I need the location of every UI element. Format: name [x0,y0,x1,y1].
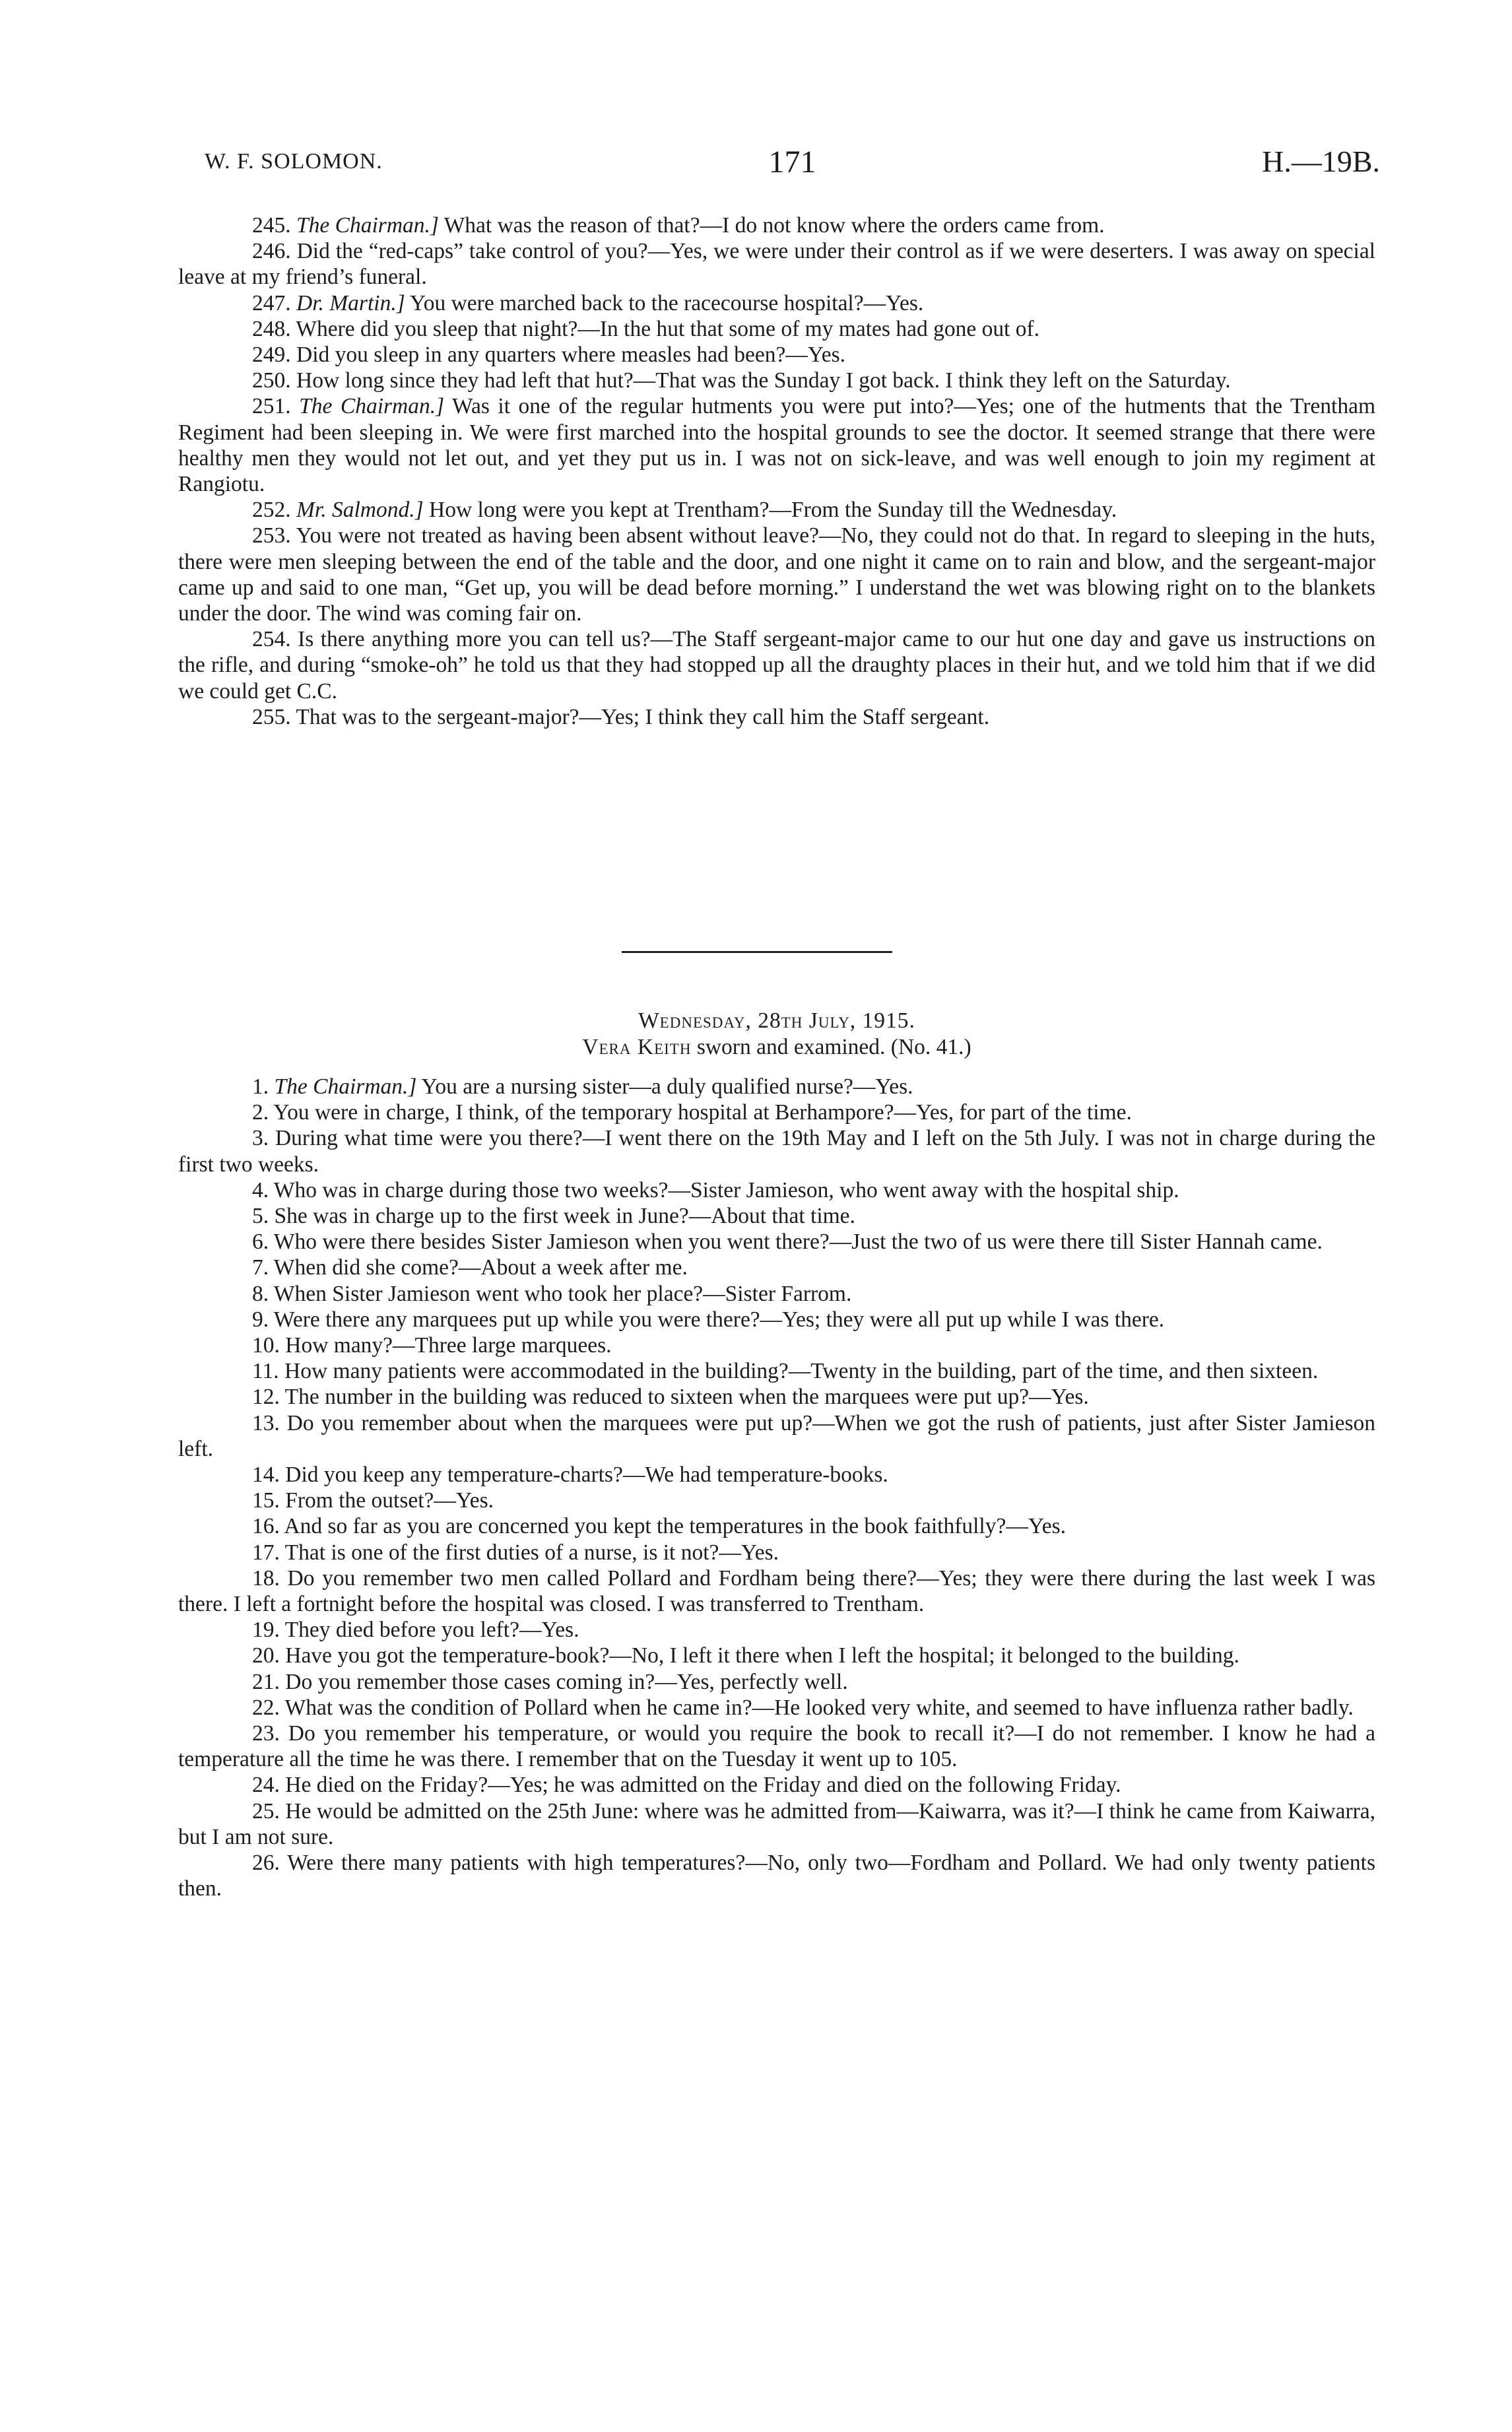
question-paragraph [178,1074,1375,1100]
question-number: 252. [252,498,291,523]
question-number: 21. [252,1669,280,1694]
question-number: 10. [252,1333,280,1358]
question-text: Was it one of the regular hutments you were put into?—Yes; one of the hutments that the Trentham Regiment had been sleeping in. We were first marched into the hospital grounds to see the doctor. It seemed strange that there were healthy men they would not let out, and yet they put us in. I was not on sick-leave, and was well enough to join my regiment at Rangiotu. [178,394,1376,497]
question-number: 15. [252,1488,280,1513]
question-paragraph [178,393,1375,497]
question-text: During what time were you there?—I went there on the 19th May and I left on the 5th July. I was not in charge during the first two weeks. [178,1126,1375,1177]
paper-reference: H.—19B. [1262,145,1380,178]
question-number: 248. [252,316,291,341]
question-number: 245. [252,213,291,238]
question-text: Do you remember two men called Pollard and Fordham being there?—Yes; they were there during the last week I was there. I left a fortnight before the hospital was closed. I was transferred to Trentham. [178,1565,1375,1617]
question-paragraph [178,1255,1375,1280]
question-text: How long were you kept at Trentham?—From the Sunday till the Wednesday. [423,498,1117,523]
question-paragraph [178,704,1375,730]
question-number: 17. [252,1540,280,1565]
question-number: 2. [252,1100,269,1125]
question-number: 251. [252,394,291,419]
question-paragraph [178,290,1375,316]
question-paragraph [178,1798,1375,1850]
question-text: Were there any marquees put up while you were there?—Yes; they were all put up while I was there. [273,1307,1165,1332]
question-paragraph [178,1307,1375,1332]
question-paragraph [178,342,1375,368]
question-paragraph [178,1540,1375,1565]
question-text: They died before you left?—Yes. [284,1618,579,1643]
question-number: 16. [252,1514,280,1539]
question-text: She was in charge up to the first week in June?—About that time. [274,1204,855,1229]
question-number: 3. [252,1126,269,1151]
question-text: Did you sleep in any quarters where measles had been?—Yes. [296,343,846,368]
question-number: 8. [252,1281,269,1306]
question-text: How many?—Three large marquees. [285,1333,612,1358]
question-text: You were in charge, I think, of the temporary hospital at Berhampore?—Yes, for part of the time. [273,1100,1132,1125]
question-text: When did she come?—About a week after me. [273,1255,688,1280]
question-number: 250. [252,368,291,393]
question-number: 24. [252,1773,280,1798]
question-paragraph [178,1617,1375,1643]
question-text: Do you remember about when the marquees were put up?—When we got the rush of patients, just after Sister Jamieson left. [178,1410,1375,1461]
question-text: Have you got the temperature-book?—No, I left it there when I left the hospital; it belonged to the building. [285,1643,1239,1668]
question-paragraph [178,1565,1375,1617]
question-text: From the outset?—Yes. [285,1488,494,1513]
question-number: 4. [252,1177,269,1202]
question-paragraph [178,626,1375,704]
question-text: Did you keep any temperature-charts?—We had temperature-books. [285,1462,888,1488]
question-number: 12. [252,1385,280,1410]
speaker-name: The Chairman.] [299,394,445,419]
question-text: What was the condition of Pollard when he came in?—He looked very white, and seemed to have influenza rather badly. [284,1695,1354,1720]
question-text: Is there anything more you can tell us?—The Staff sergeant-major came to our hut one day and gave us instructions on the rifle, and during “smoke-oh” he told us that they had stopped up all the draughty places in their hut, and we told him that if we did we could get C.C. [178,627,1375,704]
question-paragraph [178,1281,1375,1307]
section-divider [622,951,892,953]
question-number: 9. [252,1307,269,1332]
question-paragraph [178,1332,1375,1358]
question-paragraph [178,368,1375,393]
question-paragraph [178,1695,1375,1721]
question-paragraph [178,1721,1375,1772]
question-text: Did the “red-caps” take control of you?—Yes, we were under their control as if we were deserters. I was away on special leave at my friend’s funeral. [178,239,1375,290]
question-paragraph [178,238,1375,290]
question-paragraph [178,1850,1375,1901]
question-text: You were marched back to the racecourse hospital?—Yes. [405,290,924,315]
question-paragraph [178,213,1375,238]
question-paragraph [178,1177,1375,1203]
question-paragraph [178,1358,1375,1384]
question-text: The number in the building was reduced to sixteen when the marquees were put up?—Yes. [284,1385,1089,1410]
question-number: 1. [252,1074,269,1099]
question-number: 247. [252,290,291,315]
question-paragraph [178,1125,1375,1177]
witness-name: Vera Keith [582,1035,692,1059]
question-number: 25. [252,1798,280,1824]
question-number: 246. [252,239,291,264]
question-number: 255. [252,704,291,729]
question-text: That was to the sergeant-major?—Yes; I think they call him the Staff sergeant. [296,704,990,729]
question-paragraph [178,497,1375,523]
testimony-keith [178,1074,1375,1902]
question-number: 6. [252,1230,269,1255]
witness-heading [178,1034,1375,1060]
question-text: And so far as you are concerned you kept the temperatures in the book faithfully?—Yes. [284,1514,1066,1539]
witness-name-header: W. F. SOLOMON. [205,149,383,174]
question-text: What was the reason of that?—I do not know where the orders came from. [438,213,1105,238]
question-paragraph [178,1229,1375,1255]
question-paragraph [178,1462,1375,1488]
speaker-name: Dr. Martin.] [296,290,405,315]
question-number: 7. [252,1255,269,1280]
testimony-solomon [178,213,1375,730]
question-paragraph [178,1410,1375,1462]
question-text: Do you remember his temperature, or would you require the book to recall it?—I do not remember. I know he had a temperature all the time he was there. I remember that on the Tuesday it went up to 105. [178,1721,1375,1772]
question-number: 253. [252,523,291,548]
question-text: Do you remember those cases coming in?—Yes, perfectly well. [285,1669,848,1694]
question-number: 26. [252,1851,280,1876]
speaker-name: The Chairman.] [274,1074,417,1099]
question-number: 14. [252,1462,280,1488]
question-text: You are a nursing sister—a duly qualified nurse?—Yes. [416,1074,913,1099]
question-paragraph [178,1643,1375,1668]
question-paragraph [178,1100,1375,1125]
page-header [205,144,1380,190]
question-paragraph [178,1384,1375,1410]
question-text: That is one of the first duties of a nurse, is it not?—Yes. [284,1540,779,1565]
question-paragraph [178,523,1375,626]
question-number: 22. [252,1695,280,1720]
question-paragraph [178,1669,1375,1695]
question-text: Who were there besides Sister Jamieson when you went there?—Just the two of us were there till Sister Hannah came. [273,1230,1323,1255]
speaker-name: Mr. Salmond.] [296,498,424,523]
question-paragraph [178,1203,1375,1229]
question-text: How long since they had left that hut?—That was the Sunday I got back. I think they left on the Saturday. [296,368,1231,393]
question-number: 13. [252,1410,280,1435]
speaker-name: The Chairman.] [296,213,439,238]
question-number: 5. [252,1204,269,1229]
question-text: You were not treated as having been absent without leave?—No, they could not do that. In regard to sleeping in the huts, there were men sleeping between the end of the table and the door, and one night it came on to rain and blow, and the sergeant-major came up and said to one man, “Get up, you will be dead before morning.” I understand the wet was blowing right on to the blankets under the door. The wind was coming fair on. [178,523,1375,626]
question-number: 254. [252,627,291,652]
question-text: He would be admitted on the 25th June: where was he admitted from—Kaiwarra, was it?—I think he came from Kaiwarra, but I am not sure. [178,1798,1375,1849]
question-number: 18. [252,1565,280,1591]
question-paragraph [178,316,1375,342]
question-text: Who was in charge during those two weeks?—Sister Jamieson, who went away with the hospital ship. [273,1177,1179,1202]
page-number: 171 [768,145,816,180]
question-number: 23. [252,1721,280,1746]
date-heading: Wednesday, 28th July, 1915. [638,1008,915,1033]
question-number: 19. [252,1618,280,1643]
witness-heading-rest: sworn and examined. (No. 41.) [691,1035,971,1059]
question-text: Where did you sleep that night?—In the hut that some of my mates had gone out of. [296,316,1040,341]
question-number: 11. [252,1359,279,1384]
question-paragraph [178,1488,1375,1513]
question-number: 249. [252,343,291,368]
question-text: Were there many patients with high temperatures?—No, only two—Fordham and Pollard. We had only twenty patients then. [178,1851,1375,1901]
question-text: When Sister Jamieson went who took her place?—Sister Farrom. [273,1281,852,1306]
question-paragraph [178,1513,1375,1539]
question-text: He died on the Friday?—Yes; he was admitted on the Friday and died on the following Friday. [285,1773,1121,1798]
question-paragraph [178,1772,1375,1798]
question-text: How many patients were accommodated in the building?—Twenty in the building, part of the time, and then sixteen. [284,1359,1319,1384]
question-number: 20. [252,1643,280,1668]
